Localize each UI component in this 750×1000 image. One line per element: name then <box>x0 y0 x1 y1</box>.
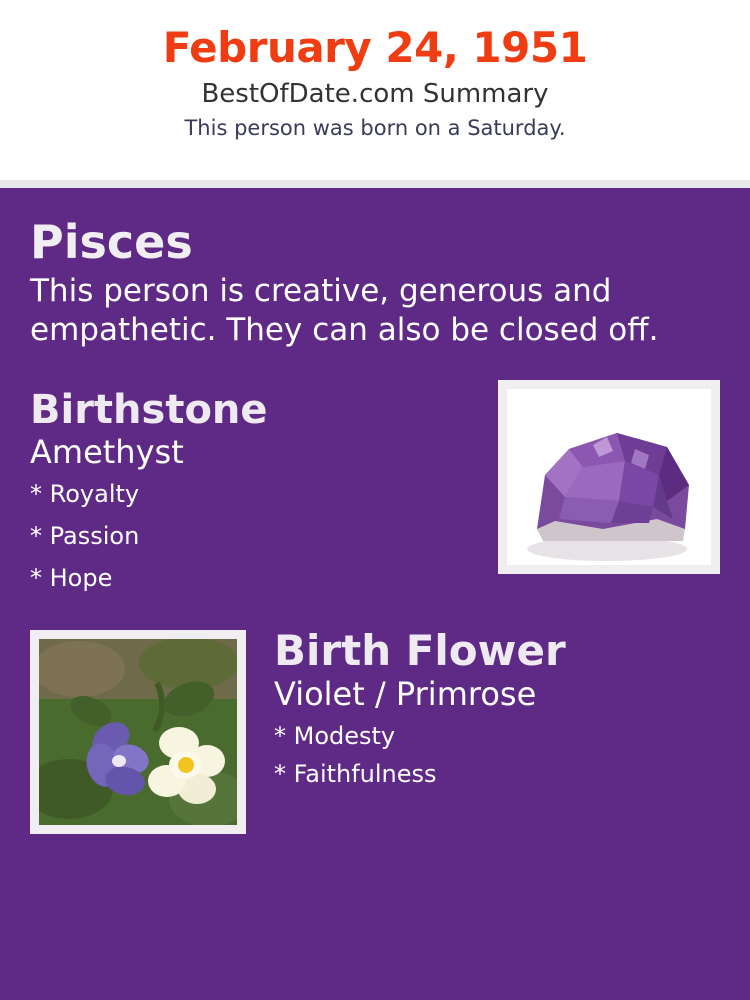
page-title: February 24, 1951 <box>162 23 588 72</box>
amethyst-crystal-cluster-photo <box>507 389 711 565</box>
details-panel <box>0 188 750 1000</box>
birth-flower-trait: * Faithfulness <box>274 760 437 789</box>
birthstone-trait: * Royalty <box>30 479 140 508</box>
header-divider <box>0 180 750 188</box>
birth-flower-text <box>274 626 720 800</box>
birth-flower-section <box>30 626 720 834</box>
birthstone-section <box>30 388 720 592</box>
birthstone-heading: Birthstone <box>30 386 268 433</box>
zodiac-section <box>30 215 720 350</box>
site-summary-label: BestOfDate.com Summary <box>201 79 549 110</box>
birth-flower-heading: Birth Flower <box>274 625 566 675</box>
birth-flower-trait: * Modesty <box>274 721 396 750</box>
birthstone-trait: * Hope <box>30 564 113 593</box>
birth-flower-photo-frame <box>30 630 246 834</box>
zodiac-sign-title: Pisces <box>30 215 193 269</box>
birthstone-photo-frame <box>498 380 720 574</box>
birthstone-name: Amethyst <box>30 432 184 471</box>
header <box>0 0 750 180</box>
zodiac-description: This person is creative, generous and empathetic. They can also be closed off. <box>30 273 659 349</box>
birth-day-note: This person was born on a Saturday. <box>184 115 566 140</box>
birthstone-trait: * Passion <box>30 521 140 550</box>
birth-flower-name: Violet / Primrose <box>274 674 537 713</box>
violet-and-primrose-flowers-photo <box>39 639 237 825</box>
